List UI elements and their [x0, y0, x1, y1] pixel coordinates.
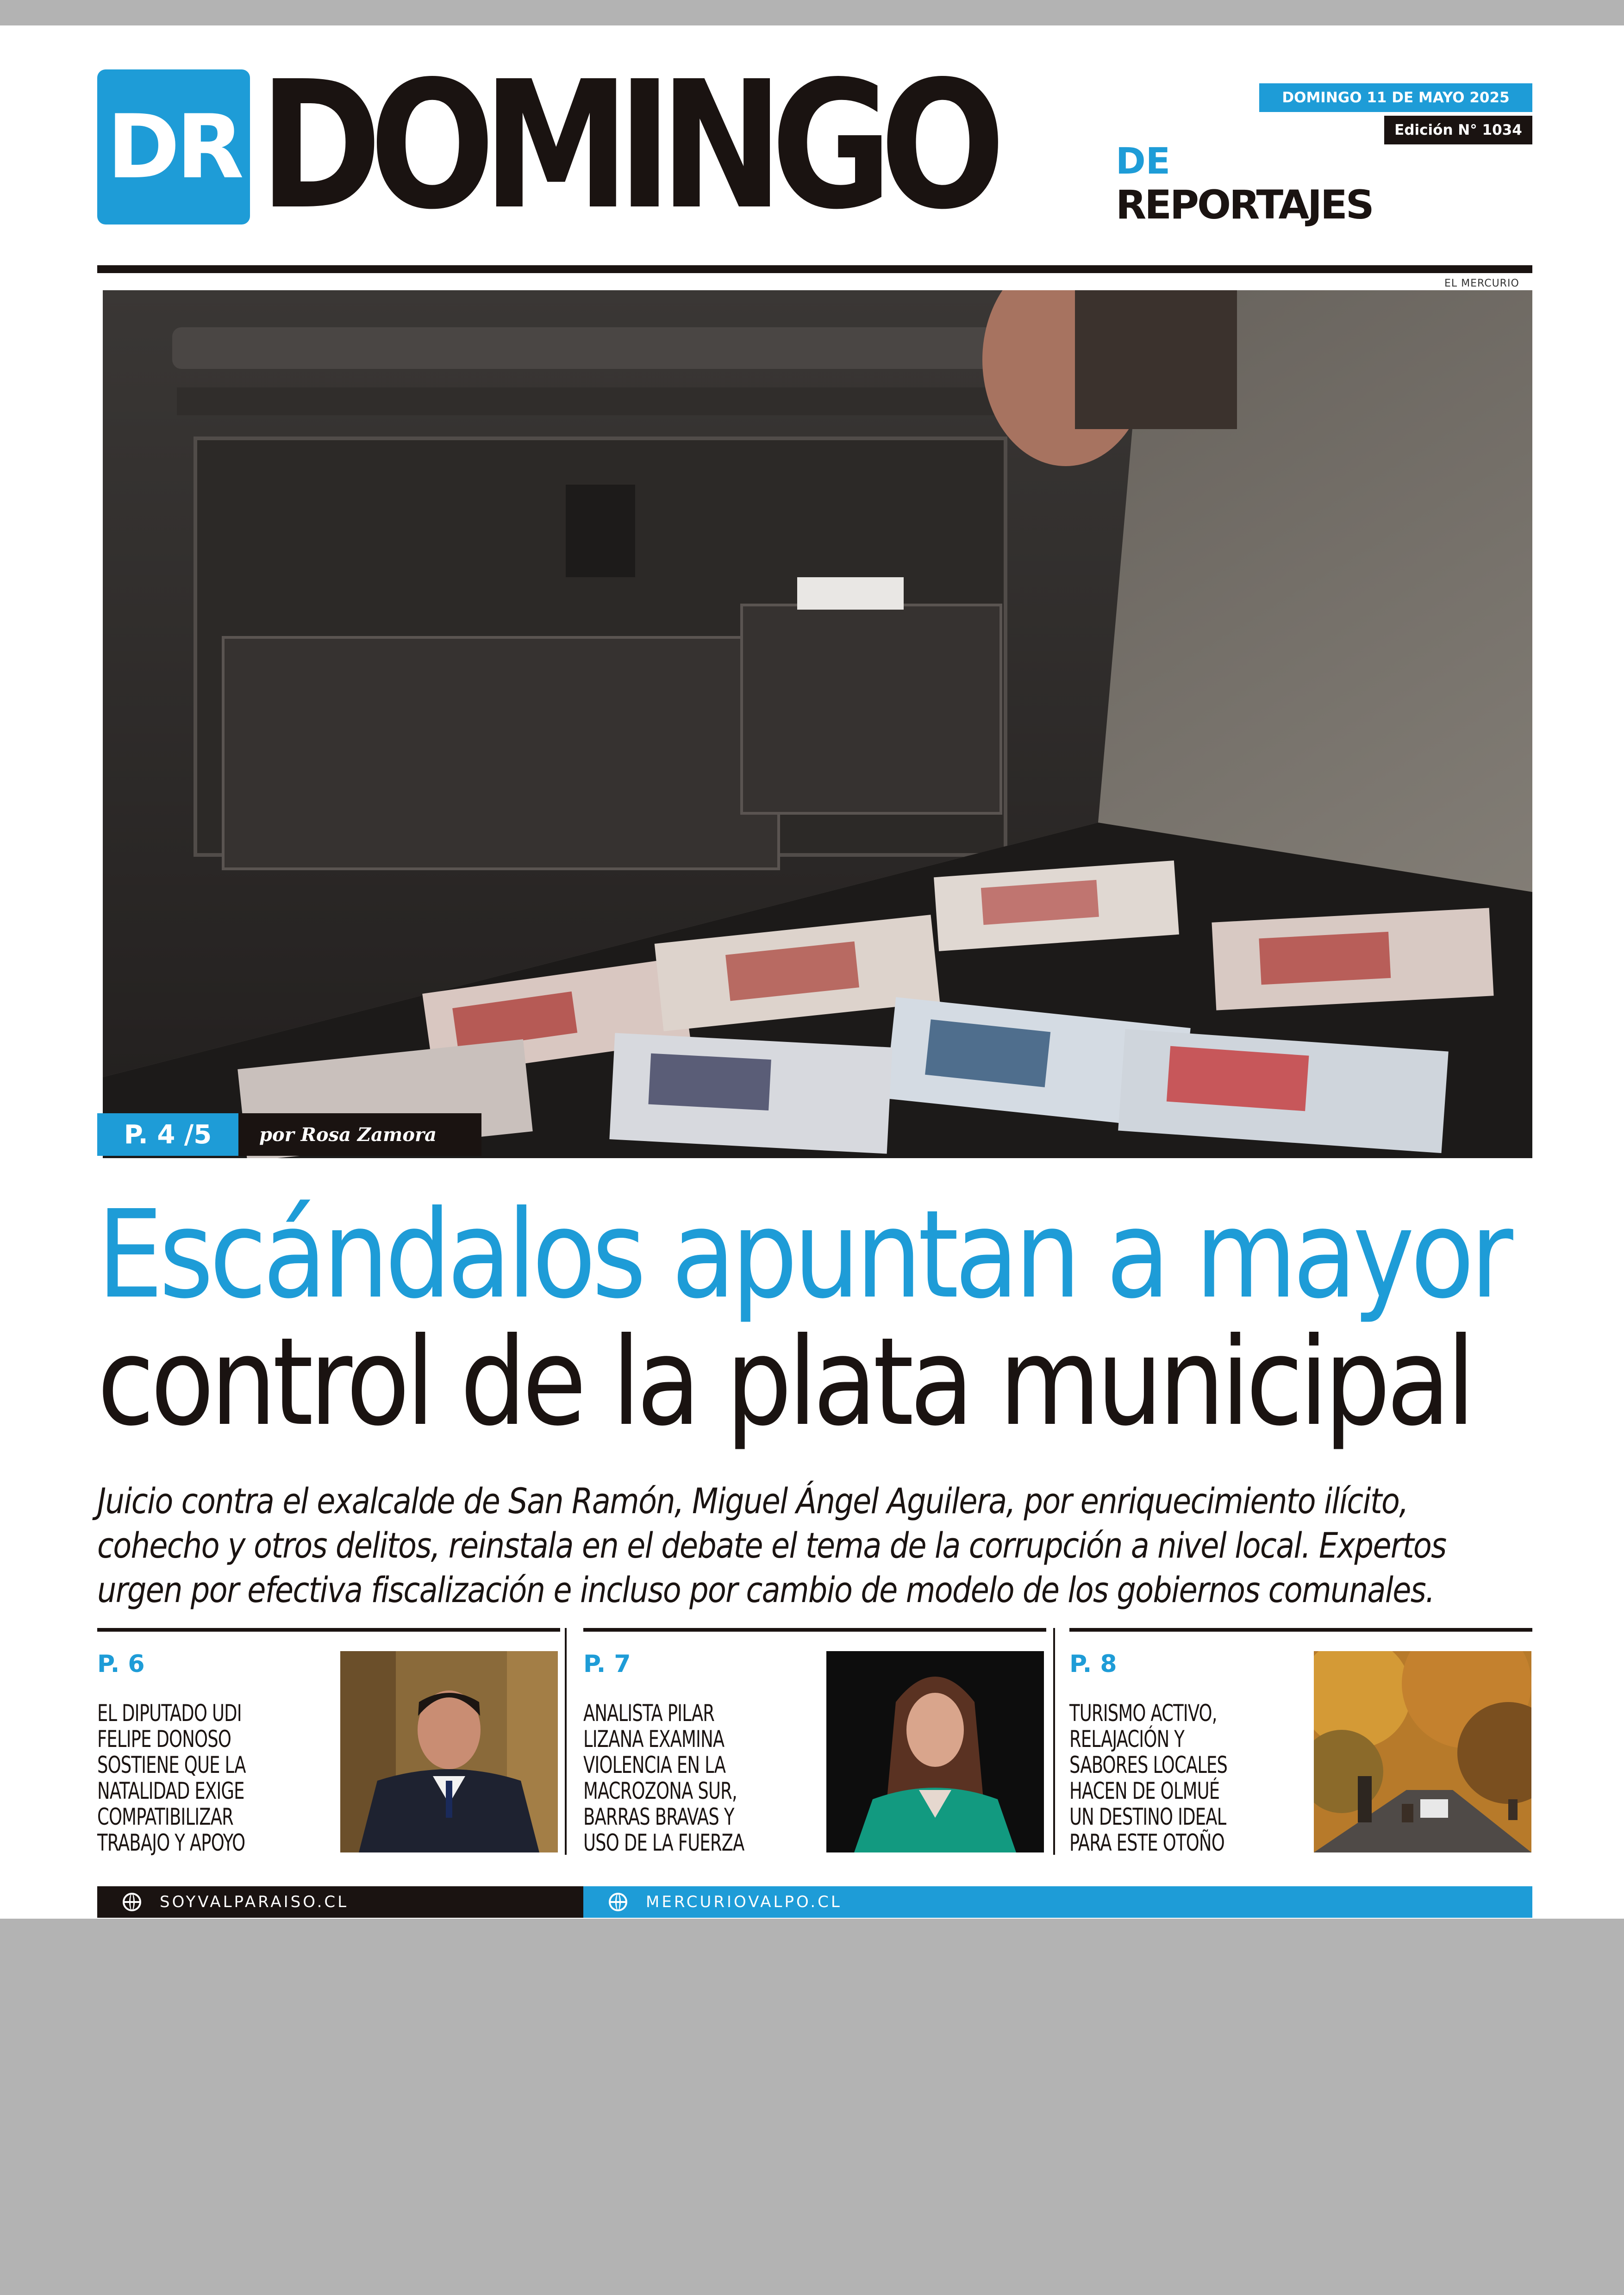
- footer-right-url: MERCURIOVALPO.CL: [646, 1893, 842, 1911]
- edition-number: Edición N° 1034: [1384, 116, 1532, 144]
- teaser-line: MACROZONA SUR,: [583, 1777, 737, 1804]
- globe-icon: [123, 1893, 141, 1911]
- teaser-line: HACEN DE OLMUÉ: [1069, 1777, 1220, 1804]
- teaser-3-text: [1069, 1700, 1287, 1856]
- photo-credit: EL MERCURIO: [1444, 278, 1519, 289]
- teaser-line: PARA ESTE OTOÑO: [1069, 1829, 1224, 1856]
- teaser-3-photo-autumn-road: [1314, 1651, 1531, 1852]
- teaser-line: SOSTIENE QUE LA: [97, 1752, 246, 1778]
- teaser-2-text: [583, 1700, 801, 1856]
- main-photo-briefcase: [103, 290, 1532, 1158]
- headline-line-1: Escándalos apuntan a mayor: [97, 1184, 1510, 1325]
- footer-link-soyvalparaiso[interactable]: [97, 1886, 583, 1918]
- teaser-line: TRABAJO Y APOYO: [97, 1829, 245, 1856]
- teaser-line: UN DESTINO IDEAL: [1069, 1803, 1226, 1830]
- issue-date: DOMINGO 11 DE MAYO 2025: [1259, 83, 1532, 112]
- masthead-rule: [97, 265, 1532, 273]
- teaser-line: ANALISTA PILAR: [583, 1700, 715, 1727]
- teaser-line: BARRAS BRAVAS Y: [583, 1803, 734, 1830]
- teaser-line: FELIPE DONOSO: [97, 1726, 231, 1752]
- teaser-line: SABORES LOCALES: [1069, 1752, 1228, 1778]
- teaser-rule: [97, 1628, 560, 1632]
- globe-icon: [609, 1893, 627, 1911]
- masthead-title: DOMINGO: [259, 43, 993, 248]
- teaser-divider: [1053, 1628, 1055, 1855]
- footer-left-url: SOYVALPARAISO.CL: [160, 1893, 349, 1911]
- footer-link-mercuriovalpo[interactable]: [583, 1886, 1532, 1918]
- teaser-3-page: P. 8: [1069, 1650, 1117, 1678]
- masthead-subtitle-reportajes: REPORTAJES: [1116, 182, 1373, 228]
- masthead-subtitle-de: DE: [1116, 141, 1171, 182]
- teaser-line: LIZANA EXAMINA: [583, 1726, 725, 1752]
- teaser-line: TURISMO ACTIVO,: [1069, 1700, 1217, 1727]
- teaser-2-page: P. 7: [583, 1650, 631, 1678]
- teaser-line: RELAJACIÓN Y: [1069, 1726, 1184, 1752]
- teaser-line: VIOLENCIA EN LA: [583, 1752, 726, 1778]
- teaser-rule: [1069, 1628, 1532, 1632]
- lead-paragraph: [97, 1479, 1542, 1612]
- teaser-1-page: P. 6: [97, 1650, 145, 1678]
- teaser-line: NATALIDAD EXIGE: [97, 1777, 244, 1804]
- lead-line: Juicio contra el exalcalde de San Ramón, Miguel Ángel Aguilera, por enriquecimiento ilícito,: [97, 1480, 1408, 1522]
- teaser-line: USO DE LA FUERZA: [583, 1829, 744, 1856]
- teaser-1-text: [97, 1700, 315, 1856]
- teaser-rule: [583, 1628, 1046, 1632]
- lead-line: cohecho y otros delitos, reinstala en el debate el tema de la corrupción a nivel local. Expertos: [97, 1525, 1446, 1566]
- main-story-page-tag: P. 4 /5: [97, 1113, 238, 1156]
- teaser-2-photo-portrait-woman: [826, 1651, 1044, 1852]
- dr-logo: DR: [97, 69, 250, 225]
- main-story-byline: por Rosa Zamora: [238, 1113, 481, 1156]
- newspaper-front-page: [0, 25, 1624, 1919]
- lead-line: urgen por efectiva fiscalización e incluso por cambio de modelo de los gobiernos comunales.: [97, 1569, 1435, 1610]
- teaser-1-photo-portrait-man: [340, 1651, 558, 1852]
- teaser-line: EL DIPUTADO UDI: [97, 1700, 242, 1727]
- teaser-divider: [565, 1628, 567, 1855]
- headline-line-2: control de la plata municipal: [97, 1311, 1472, 1453]
- teaser-line: COMPATIBILIZAR: [97, 1803, 233, 1830]
